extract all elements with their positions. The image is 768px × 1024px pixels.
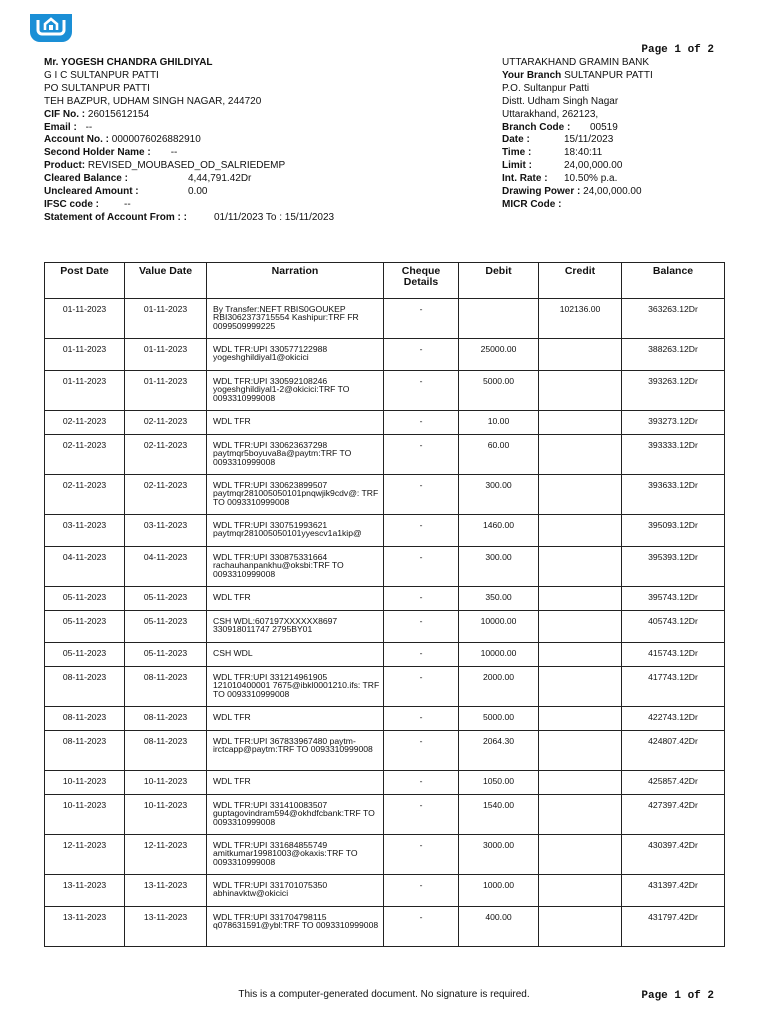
cell-credit [539,643,622,667]
cleared-balance-value: 4,44,791.42Dr [188,173,252,185]
cell-narration: WDL TFR:UPI 331704798115 q078631591@ybl:TRF TO 0093310999008 [207,907,384,947]
time-label: Time : [502,147,532,159]
cell-narration: WDL TFR:UPI 330875331664 rachauhanpankhu@oksbi:TRF TO 0093310999008 [207,547,384,587]
cell-post-date: 02-11-2023 [45,475,125,515]
cell-value-date: 02-11-2023 [125,435,207,475]
cell-value-date: 01-11-2023 [125,299,207,339]
cell-cheque-details: - [384,515,459,547]
cell-balance: 363263.12Dr [622,299,725,339]
cell-value-date: 13-11-2023 [125,907,207,947]
cell-narration: By Transfer:NEFT RBIS0GOUKEP RBI3062373715554 Kashipur:TRF FR 0099509999225 [207,299,384,339]
cell-value-date: 08-11-2023 [125,731,207,771]
cell-balance: 395743.12Dr [622,587,725,611]
table-row [45,371,725,411]
cell-cheque-details: - [384,667,459,707]
cell-balance: 388263.12Dr [622,339,725,371]
cif-value: 26015612154 [87,108,150,120]
cell-credit [539,875,622,907]
cell-balance: 393273.12Dr [622,411,725,435]
cell-value-date: 13-11-2023 [125,875,207,907]
cell-debit: 350.00 [459,587,539,611]
cell-post-date: 08-11-2023 [45,707,125,731]
cell-balance: 393263.12Dr [622,371,725,411]
cell-debit: 10000.00 [459,611,539,643]
account-value: 0000076026882910 [111,134,201,146]
customer-address-line: TEH BAZPUR, UDHAM SINGH NAGAR, 244720 [44,95,262,107]
cell-balance: 415743.12Dr [622,643,725,667]
cell-debit: 1460.00 [459,515,539,547]
customer-address-line: G I C SULTANPUR PATTI [44,69,159,81]
branch-value: SULTANPUR PATTI [564,69,653,81]
cell-debit: 1050.00 [459,771,539,795]
statement-period-value: 01/11/2023 To : 15/11/2023 [214,211,335,223]
cell-balance: 417743.12Dr [622,667,725,707]
cell-credit [539,795,622,835]
table-row [45,875,725,907]
statement-period-label: Statement of Account From : : [44,211,187,223]
cell-credit: 102136.00 [539,299,622,339]
cell-debit [459,299,539,339]
table-row [45,587,725,611]
cell-balance: 427397.42Dr [622,795,725,835]
cell-balance: 425857.42Dr [622,771,725,795]
cell-cheque-details: - [384,435,459,475]
cell-cheque-details: - [384,707,459,731]
cell-post-date: 10-11-2023 [45,771,125,795]
cell-balance: 431797.42Dr [622,907,725,947]
column-header-debit: Debit [459,263,539,299]
cell-cheque-details: - [384,339,459,371]
bank-address-line: P.O. Sultanpur Patti [502,82,590,94]
cell-narration: WDL TFR:UPI 331214961905 121010400001 7675@ibkl0001210.ifs: TRF TO 0093310999008 [207,667,384,707]
cell-narration: WDL TFR [207,707,384,731]
cell-debit: 1000.00 [459,875,539,907]
cell-narration: WDL TFR:UPI 330592108246 yogeshghildiyal1-2@okicici:TRF TO 0093310999008 [207,371,384,411]
cif-label: CIF No. : [44,108,86,120]
page-number-top: Page 1 of 2 [641,44,714,56]
cell-value-date: 02-11-2023 [125,475,207,515]
cell-cheque-details: - [384,299,459,339]
cell-value-date: 05-11-2023 [125,643,207,667]
table-row [45,771,725,795]
cell-credit [539,435,622,475]
bank-name: UTTARAKHAND GRAMIN BANK [502,57,650,68]
cell-post-date: 13-11-2023 [45,875,125,907]
cell-post-date: 02-11-2023 [45,411,125,435]
cell-debit: 1540.00 [459,795,539,835]
bank-logo-icon [28,12,74,44]
cell-cheque-details: - [384,411,459,435]
cell-debit: 5000.00 [459,707,539,731]
column-header-post-date: Post Date [45,263,125,299]
cell-debit: 10.00 [459,411,539,435]
cell-post-date: 13-11-2023 [45,907,125,947]
second-holder-value: -- [170,147,178,159]
product-value: REVISED_MOUBASED_OD_SALRIEDEMP [87,160,286,172]
cell-credit [539,907,622,947]
cell-cheque-details: - [384,371,459,411]
column-header-balance: Balance [622,263,725,299]
second-holder-label: Second Holder Name : [44,147,151,159]
cell-value-date: 08-11-2023 [125,667,207,707]
cell-cheque-details: - [384,795,459,835]
drawing-power-value: 24,00,000.00 [583,186,642,198]
cell-debit: 10000.00 [459,643,539,667]
cell-narration: WDL TFR [207,771,384,795]
table-row [45,835,725,875]
cell-cheque-details: - [384,587,459,611]
cell-cheque-details: - [384,875,459,907]
cell-debit: 300.00 [459,475,539,515]
table-row [45,547,725,587]
cleared-balance-label: Cleared Balance : [44,173,128,185]
cell-cheque-details: - [384,611,459,643]
product-label: Product: [44,160,86,172]
cell-credit [539,475,622,515]
cell-value-date: 05-11-2023 [125,587,207,611]
cell-narration: WDL TFR:UPI 330577122988 yogeshghildiyal1@okicici [207,339,384,371]
cell-post-date: 01-11-2023 [45,371,125,411]
cell-debit: 300.00 [459,547,539,587]
column-header-narration: Narration [207,263,384,299]
cell-credit [539,547,622,587]
cell-narration: WDL TFR [207,587,384,611]
cell-debit: 60.00 [459,435,539,475]
cell-narration: WDL TFR [207,411,384,435]
cell-debit: 2064.30 [459,731,539,771]
table-row [45,299,725,339]
table-row [45,643,725,667]
cell-post-date: 04-11-2023 [45,547,125,587]
account-label: Account No. : [44,134,109,146]
cell-value-date: 03-11-2023 [125,515,207,547]
table-row [45,667,725,707]
cell-balance: 422743.12Dr [622,707,725,731]
cell-narration: WDL TFR:UPI 330751993621 paytmqr281005050101yyescv1a1kip@ [207,515,384,547]
cell-balance: 405743.12Dr [622,611,725,643]
cell-value-date: 02-11-2023 [125,411,207,435]
branch-label: Your Branch [502,69,562,81]
cell-debit: 5000.00 [459,371,539,411]
customer-address-line: PO SULTANPUR PATTI [44,82,150,94]
uncleared-amount-value: 0.00 [188,186,208,198]
cell-post-date: 05-11-2023 [45,643,125,667]
cell-credit [539,515,622,547]
cell-balance: 424807.42Dr [622,731,725,771]
cell-debit: 2000.00 [459,667,539,707]
cell-credit [539,587,622,611]
cell-credit [539,411,622,435]
cell-narration: WDL TFR:UPI 331701075350 abhinavktw@okicici [207,875,384,907]
cell-balance: 393633.12Dr [622,475,725,515]
table-row [45,435,725,475]
cell-post-date: 10-11-2023 [45,795,125,835]
column-header-cheque-details: Cheque Details [384,263,459,299]
cell-value-date: 01-11-2023 [125,339,207,371]
cell-narration: WDL TFR:UPI 331410083507 guptagovindram594@okhdfcbank:TRF TO 0093310999008 [207,795,384,835]
cell-balance: 431397.42Dr [622,875,725,907]
cell-debit: 3000.00 [459,835,539,875]
page-number-bottom: Page 1 of 2 [641,990,714,1002]
date-label: Date : [502,134,530,146]
statement-table-body [45,299,725,947]
cell-post-date: 08-11-2023 [45,731,125,771]
cell-value-date: 10-11-2023 [125,771,207,795]
interest-rate-value: 10.50% p.a. [564,173,618,185]
statement-table [44,262,725,947]
cell-cheque-details: - [384,547,459,587]
bank-info [502,57,732,212]
cell-post-date: 01-11-2023 [45,299,125,339]
customer-info [44,57,474,225]
cell-narration: WDL TFR:UPI 330623899507 paytmqr281005050101pnqwjik9cdv@: TRF TO 0093310999008 [207,475,384,515]
email-label: Email : [44,121,77,133]
cell-post-date: 03-11-2023 [45,515,125,547]
cell-cheque-details: - [384,771,459,795]
cell-balance: 393333.12Dr [622,435,725,475]
table-row [45,707,725,731]
time-value: 18:40:11 [564,147,603,159]
limit-value: 24,00,000.00 [564,160,623,172]
cell-credit [539,667,622,707]
cell-credit [539,771,622,795]
cell-cheque-details: - [384,835,459,875]
cell-value-date: 05-11-2023 [125,611,207,643]
cell-post-date: 12-11-2023 [45,835,125,875]
email-value: -- [85,121,93,133]
branch-code-label: Branch Code : [502,121,571,133]
cell-cheque-details: - [384,643,459,667]
column-header-value-date: Value Date [125,263,207,299]
cell-credit [539,611,622,643]
cell-cheque-details: - [384,731,459,771]
cell-cheque-details: - [384,907,459,947]
ifsc-label: IFSC code : [44,198,100,210]
cell-narration: WDL TFR:UPI 330623637298 paytmqr5boyuva8a@paytm:TRF TO 0093310999008 [207,435,384,475]
cell-cheque-details: - [384,475,459,515]
cell-value-date: 04-11-2023 [125,547,207,587]
table-row [45,515,725,547]
cell-narration: WDL TFR:UPI 367833967480 paytm-irctcapp@paytm:TRF TO 0093310999008 [207,731,384,771]
cell-balance: 395393.12Dr [622,547,725,587]
cell-narration: WDL TFR:UPI 331684855749 amitkumar19981003@okaxis:TRF TO 0093310999008 [207,835,384,875]
table-row [45,475,725,515]
cell-value-date: 08-11-2023 [125,707,207,731]
cell-credit [539,731,622,771]
cell-debit: 25000.00 [459,339,539,371]
cell-post-date: 08-11-2023 [45,667,125,707]
cell-value-date: 12-11-2023 [125,835,207,875]
cell-credit [539,371,622,411]
cell-balance: 430397.42Dr [622,835,725,875]
drawing-power-label: Drawing Power : [502,186,581,198]
bank-address-line: Uttarakhand, 262123, [502,108,599,120]
cell-post-date: 05-11-2023 [45,587,125,611]
ifsc-value: -- [124,198,131,210]
date-value: 15/11/2023 [564,134,614,146]
limit-label: Limit : [502,160,532,172]
cell-narration: CSH WDL [207,643,384,667]
cell-balance: 395093.12Dr [622,515,725,547]
cell-credit [539,707,622,731]
interest-rate-label: Int. Rate : [502,173,548,185]
cell-post-date: 02-11-2023 [45,435,125,475]
cell-post-date: 05-11-2023 [45,611,125,643]
cell-credit [539,835,622,875]
cell-credit [539,339,622,371]
uncleared-amount-label: Uncleared Amount : [44,186,139,198]
column-header-credit: Credit [539,263,622,299]
table-row [45,907,725,947]
table-row [45,411,725,435]
micr-label: MICR Code : [502,198,562,210]
cell-value-date: 01-11-2023 [125,371,207,411]
cell-debit: 400.00 [459,907,539,947]
bank-address-line: Distt. Udham Singh Nagar [502,95,619,107]
cell-narration: CSH WDL:607197XXXXXX8697 330918011747 2795BY01 [207,611,384,643]
branch-code-value: 00519 [590,121,618,133]
table-row [45,339,725,371]
customer-name: Mr. YOGESH CHANDRA GHILDIYAL [44,57,213,68]
cell-value-date: 10-11-2023 [125,795,207,835]
table-row [45,611,725,643]
table-row [45,731,725,771]
table-header-row [45,263,725,299]
cell-post-date: 01-11-2023 [45,339,125,371]
table-row [45,795,725,835]
footer-note: This is a computer-generated document. No signature is required. [238,989,530,1000]
